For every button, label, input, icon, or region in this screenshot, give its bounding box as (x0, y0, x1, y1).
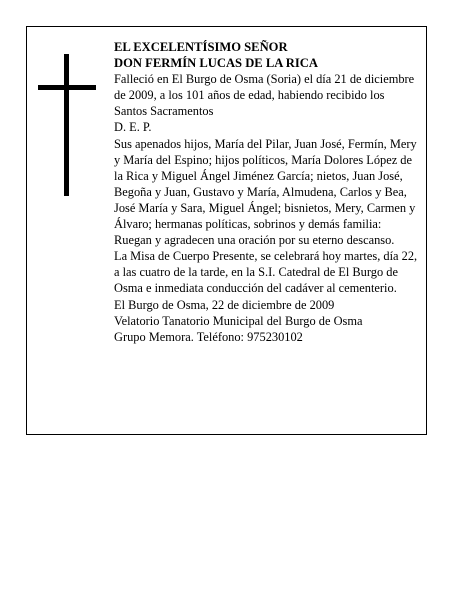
cross-vertical-bar (64, 54, 69, 196)
title-line-1: EL EXCELENTÍSIMO SEÑOR (114, 40, 288, 54)
latin-cross-icon (38, 54, 96, 196)
mass-details: La Misa de Cuerpo Presente, se celebrará hoy martes, día 22, a las cuatro de la tarde, en la S.I. Catedral de El Burgo de Osma e inmediata conducción del cadáver al cementerio. (114, 249, 418, 296)
cross-horizontal-bar (38, 85, 96, 90)
death-announcement: Falleció en El Burgo de Osma (Soria) el día 21 de diciembre de 2009, a los 101 años de edad, habiendo recibido los Santos Sacramentos (114, 72, 415, 119)
place-date: El Burgo de Osma, 22 de diciembre de 2009 (114, 297, 335, 312)
prayer-request: Ruegan y agradecen una oración por su eterno descanso. (114, 233, 395, 248)
rip-line: D. E. P. (114, 120, 152, 135)
mourners-list: Sus apenados hijos, María del Pilar, Juan José, Fermín, Mery y María del Espino; hijos políticos, María Dolores López de la Rica y Miguel Ángel Jiménez García; nietos, Juan José, Begoña y Juan, Gustavo y María, Almudena, Carlos y Bea, José María y Sara, Miguel Ángel; bisnietos, Mery, Carmen y Álvaro; hermanas políticas, sobrinos y demás familia: (114, 136, 417, 232)
title-line-2: DON FERMÍN LUCAS DE LA RICA (114, 56, 318, 71)
obituary-text (114, 39, 418, 345)
wake-location: Velatorio Tanatorio Municipal del Burgo de Osma (114, 313, 363, 328)
funeral-home-contact: Grupo Memora. Teléfono: 975230102 (114, 329, 303, 344)
